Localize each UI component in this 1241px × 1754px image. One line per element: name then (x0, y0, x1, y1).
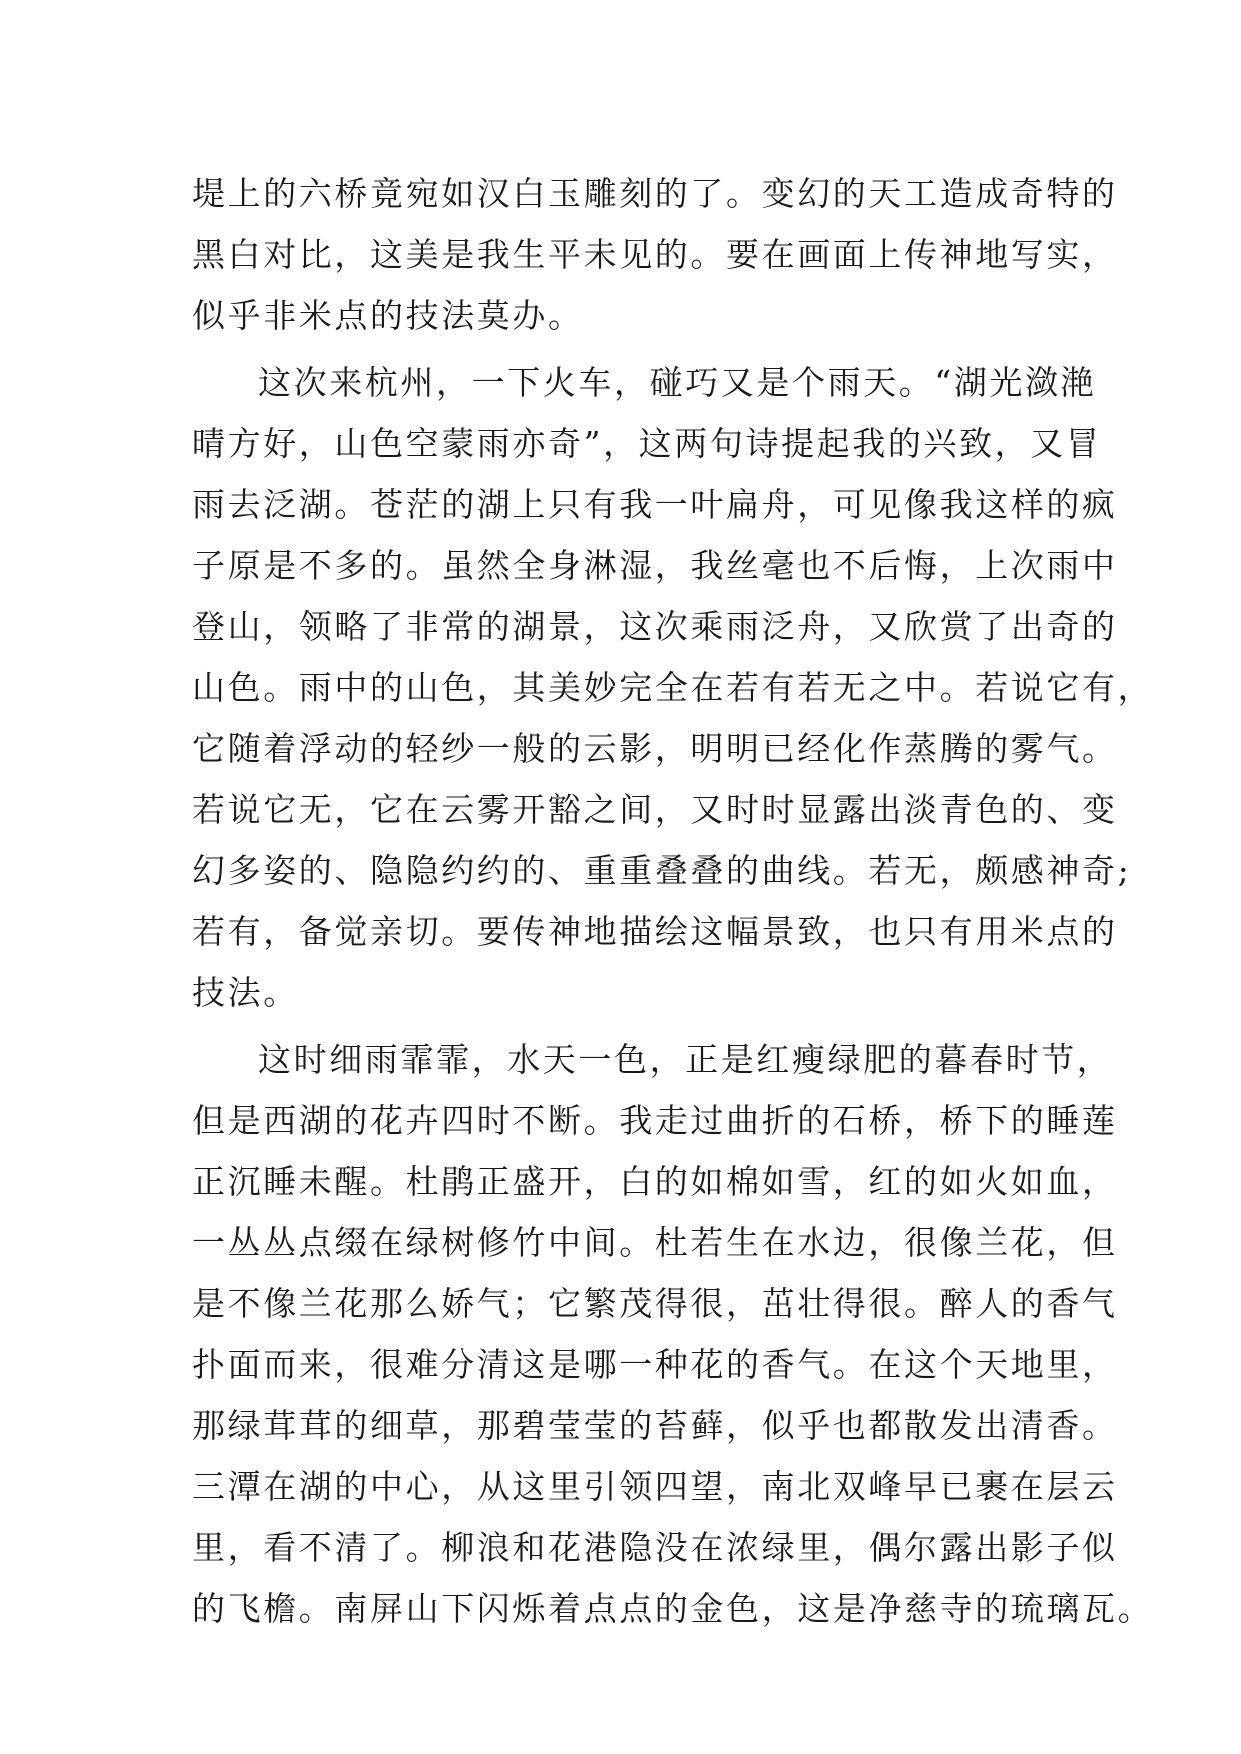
text-line: 似乎非米点的技法莫办。 (192, 296, 584, 335)
text-line: 一丛丛点缀在绿树修竹中间。杜若生在水边，很像兰花，但 (192, 1223, 1118, 1262)
text-line: 的飞檐。南屏山下闪烁着点点的金色，这是净慈寺的琉璃瓦。 (192, 1589, 1154, 1628)
text-line: 雨去泛湖。苍茫的湖上只有我一叶扁舟，可见像我这样的疯 (192, 485, 1118, 524)
text-line: 堤上的六桥竟宛如汉白玉雕刻的了。变幻的天工造成奇特的 (192, 174, 1118, 213)
text-line: 那绿茸茸的细草，那碧莹莹的苔藓，似乎也都散发出清香。 (192, 1406, 1118, 1445)
text-line: 这时细雨霏霏，水天一色，正是红瘦绿肥的暮春时节， (258, 1040, 1113, 1079)
text-line: 幻多姿的、隐隐约约的、重重叠叠的曲线。若无，颇感神奇; (192, 851, 1132, 890)
text-line: 登山，领略了非常的湖景，这次乘雨泛舟，又欣赏了出奇的 (192, 607, 1118, 646)
text-line: 黑白对比，这美是我生平未见的。要在画面上传神地写实， (192, 235, 1118, 274)
text-line: 它随着浮动的轻纱一般的云影，明明已经化作蒸腾的雾气。 (192, 729, 1118, 768)
text-line: 是不像兰花那么娇气；它繁茂得很，茁壮得很。醉人的香气 (192, 1284, 1118, 1323)
text-line: 三潭在湖的中心，从这里引领四望，南北双峰早已裹在层云 (192, 1467, 1118, 1506)
text-line: 晴方好，山色空蒙雨亦奇”，这两句诗提起我的兴致，又冒 (192, 424, 1102, 463)
text-line: 这次来杭州，一下火车，碰巧又是个雨天。“湖光潋滟 (258, 363, 1097, 402)
paragraph-3 (192, 1029, 1154, 1639)
text-line: 子原是不多的。虽然全身淋湿，我丝毫也不后悔，上次雨中 (192, 546, 1118, 585)
text-line: 扑面而来，很难分清这是哪一种花的香气。在这个天地里， (192, 1345, 1118, 1384)
text-line: 里，看不清了。柳浪和花港隐没在浓绿里，偶尔露出影子似 (192, 1528, 1118, 1567)
text-line: 但是西湖的花卉四时不断。我走过曲折的石桥，桥下的睡莲 (192, 1101, 1118, 1140)
text-line: 若说它无，它在云雾开豁之间，又时时显露出淡青色的、变 (192, 790, 1118, 829)
text-line: 技法。 (192, 973, 299, 1012)
text-line: 若有，备觉亲切。要传神地描绘这幅景致，也只有用米点的 (192, 912, 1118, 951)
paragraph-2 (192, 352, 1154, 1023)
text-line: 正沉睡未醒。杜鹃正盛开，白的如棉如雪，红的如火如血， (192, 1162, 1118, 1201)
paragraph-1 (192, 163, 1118, 346)
body-text (192, 163, 1154, 1639)
text-line: 山色。雨中的山色，其美妙完全在若有若无之中。若说它有， (192, 668, 1154, 707)
